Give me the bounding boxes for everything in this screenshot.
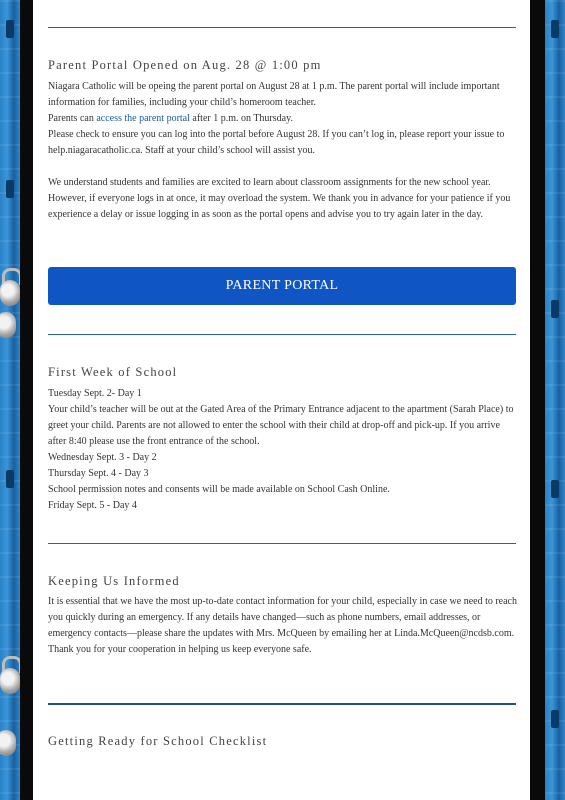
informed-body [48, 594, 518, 658]
first-week-line: Tuesday Sept. 2- Day 1 [48, 388, 142, 399]
informed-paragraph: It is essential that we have the most up-to-date contact information for your child, especially in case we need to reach you quickly during an emergency. If any details have changed—such as phone numbers, email addresses, or emergency contacts—please share the updates with Mrs. McQueen by emailing her at Linda.McQueen@ncdsb.com. Thank you for your cooperation in helping us keep everyone safe. [48, 596, 517, 655]
parent-portal-button[interactable]: PARENT PORTAL [48, 267, 516, 305]
section-divider [48, 334, 516, 335]
locker-vent [6, 180, 14, 198]
section-divider [48, 543, 516, 544]
spacer [48, 159, 518, 175]
first-week-line: School permission notes and consents will be made available on School Cash Online. [48, 484, 390, 495]
first-week-heading: First Week of School [48, 365, 178, 379]
portal-paragraph-2 [48, 111, 518, 127]
portal-paragraph-4: We understand students and families are excited to learn about classroom assignments for the new school year. However, if everyone logs in at once, it may overload the system. We thank you in advance for your patience if you experience a delay or issue logging in as soon as the portal opens and advise you to try again later in the day. [48, 177, 511, 220]
locker-vent [551, 480, 559, 498]
locker-vent [551, 710, 559, 728]
first-week-body [48, 386, 518, 514]
section-divider [48, 27, 516, 28]
portal-heading: Parent Portal Opened on Aug. 28 @ 1:00 pm [48, 58, 322, 72]
locker-background-left [0, 0, 20, 800]
padlock-icon [0, 668, 20, 694]
locker-vent [6, 470, 14, 488]
locker-vent [6, 20, 14, 38]
portal-paragraph-3: Please check to ensure you can log into the portal before August 28. If you can’t log in, please report your issue to help.niagaracatholic.ca. Staff at your child’s school will assist you. [48, 129, 505, 156]
portal-body [48, 79, 518, 223]
first-week-line: Your child’s teacher will be out at the Gated Area of the Primary Entrance adjacent to the apartment (Sarah Place) to greet your child. Parents are not allowed to enter the school with their child at drop-off and pick-up. If you arrive after 8:40 please use the front entrance of the school. [48, 404, 514, 447]
locker-vent [551, 300, 559, 318]
informed-heading: Keeping Us Informed [48, 574, 180, 588]
checklist-heading: Getting Ready for School Checklist [48, 734, 268, 748]
padlock-icon [0, 730, 16, 756]
first-week-line: Thursday Sept. 4 - Day 3 [48, 468, 149, 479]
padlock-icon [0, 312, 16, 338]
section-divider [48, 703, 516, 705]
first-week-line: Wednesday Sept. 3 - Day 2 [48, 452, 157, 463]
portal-paragraph-1: Niagara Catholic will be opeing the parent portal on August 28 at 1 p.m. The parent portal will include important information for families, including your child’s homeroom teacher. [48, 81, 500, 108]
locker-vent [551, 20, 559, 38]
portal-paragraph-2-start: Parents can [48, 113, 97, 124]
locker-background-right [545, 0, 565, 800]
first-week-line: Friday Sept. 5 - Day 4 [48, 500, 137, 511]
newsletter-card [33, 0, 530, 800]
portal-paragraph-2-end: after 1 p.m. on Thursday. [189, 113, 293, 124]
frame-border-left [20, 0, 33, 800]
padlock-icon [0, 280, 20, 306]
access-parent-portal-link[interactable]: access the parent portal [96, 113, 190, 124]
frame-border-right [530, 0, 545, 800]
